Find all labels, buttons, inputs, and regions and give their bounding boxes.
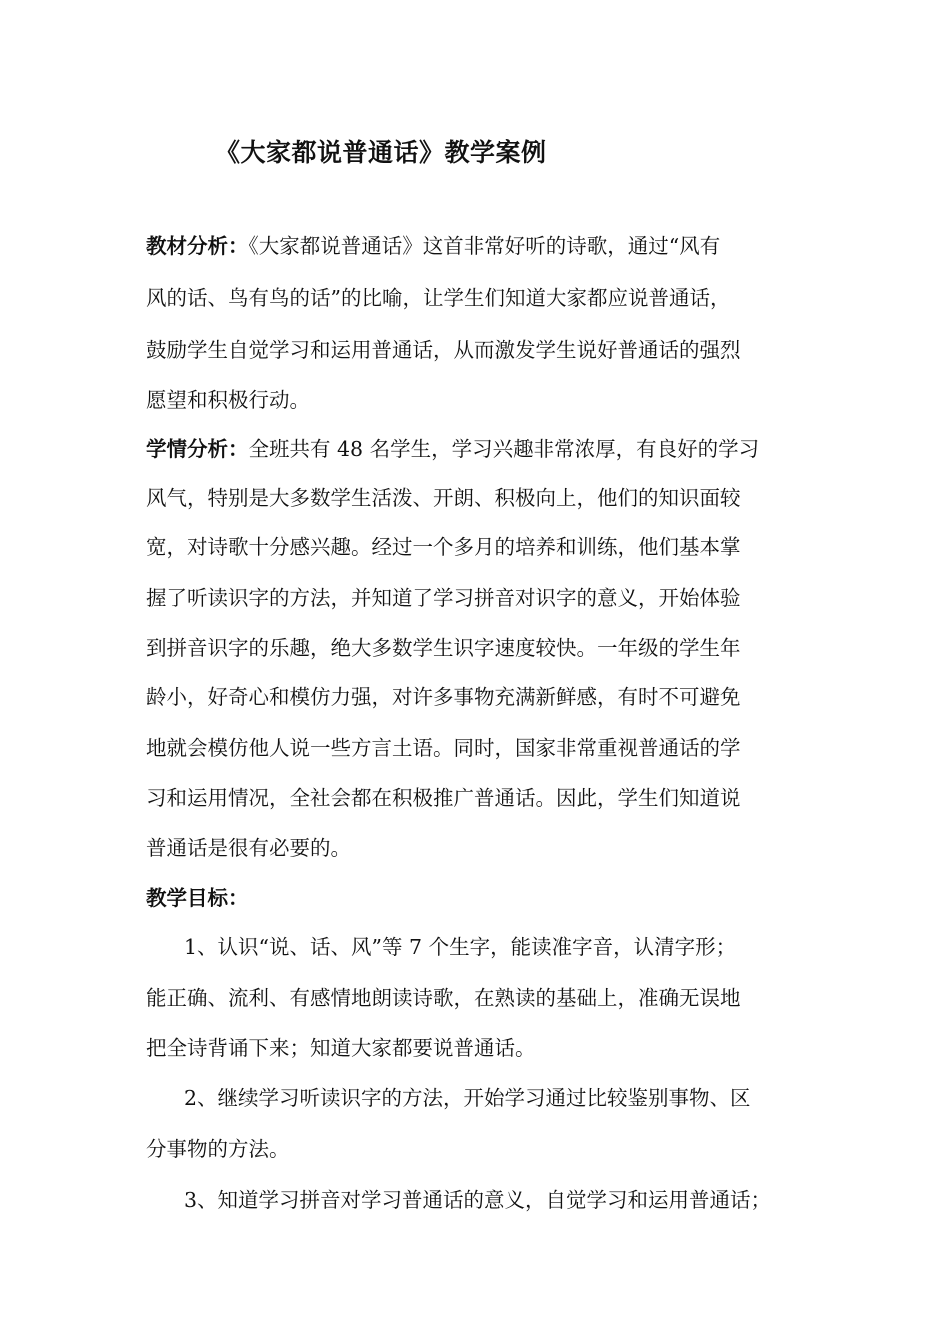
students-line-5: 到拼音识字的乐趣，绝大多数学生识字速度较快。一年级的学生年 xyxy=(146,636,741,660)
material-heading: 教材分析： xyxy=(146,234,249,258)
goals-line-1: 1、认识“说、话、风”等 7 个生字，能读准字音，认清字形； xyxy=(184,935,737,959)
goals-heading: 教学目标： xyxy=(146,886,249,910)
students-text: 全班共有 48 名学生，学习兴趣非常浓厚，有良好的学习 xyxy=(248,437,760,461)
goals-line-4: 2、继续学习听读识字的方法，开始学习通过比较鉴别事物、区 xyxy=(184,1086,751,1110)
goals-line-3: 把全诗背诵下来；知道大家都要说普通话。 xyxy=(146,1036,536,1060)
students-heading: 学情分析： xyxy=(146,437,249,461)
students-line-1 xyxy=(146,434,826,464)
students-line-6: 龄小，好奇心和模仿力强，对许多事物充满新鲜感，有时不可避免 xyxy=(146,685,741,709)
material-text: 《大家都说普通话》这首非常好听的诗歌，通过“风有 xyxy=(248,234,721,258)
students-line-4: 握了听读识字的方法，并知道了学习拼音对识字的意义，开始体验 xyxy=(146,586,741,610)
students-line-3: 宽，对诗歌十分感兴趣。经过一个多月的培养和训练，他们基本掌 xyxy=(146,535,741,559)
document-title: 《大家都说普通话》教学案例 xyxy=(215,138,547,167)
students-line-9: 普通话是很有必要的。 xyxy=(146,836,351,860)
material-line-3: 鼓励学生自觉学习和运用普通话，从而激发学生说好普通话的强烈 xyxy=(146,338,741,362)
material-line-1 xyxy=(146,231,826,261)
students-line-7: 地就会模仿他人说一些方言土语。同时，国家非常重视普通话的学 xyxy=(146,736,741,760)
material-line-4: 愿望和积极行动。 xyxy=(146,388,310,412)
goals-line-2: 能正确、流利、有感情地朗读诗歌，在熟读的基础上，准确无误地 xyxy=(146,986,741,1010)
goals-line-6: 3、知道学习拼音对学习普通话的意义，自觉学习和运用普通话； xyxy=(184,1188,772,1212)
goals-line-5: 分事物的方法。 xyxy=(146,1137,290,1161)
material-line-2: 风的话、鸟有鸟的话”的比喻，让学生们知道大家都应说普通话， xyxy=(146,286,731,310)
students-line-2: 风气，特别是大多数学生活泼、开朗、积极向上，他们的知识面较 xyxy=(146,486,741,510)
students-line-8: 习和运用情况，全社会都在积极推广普通话。因此，学生们知道说 xyxy=(146,786,741,810)
